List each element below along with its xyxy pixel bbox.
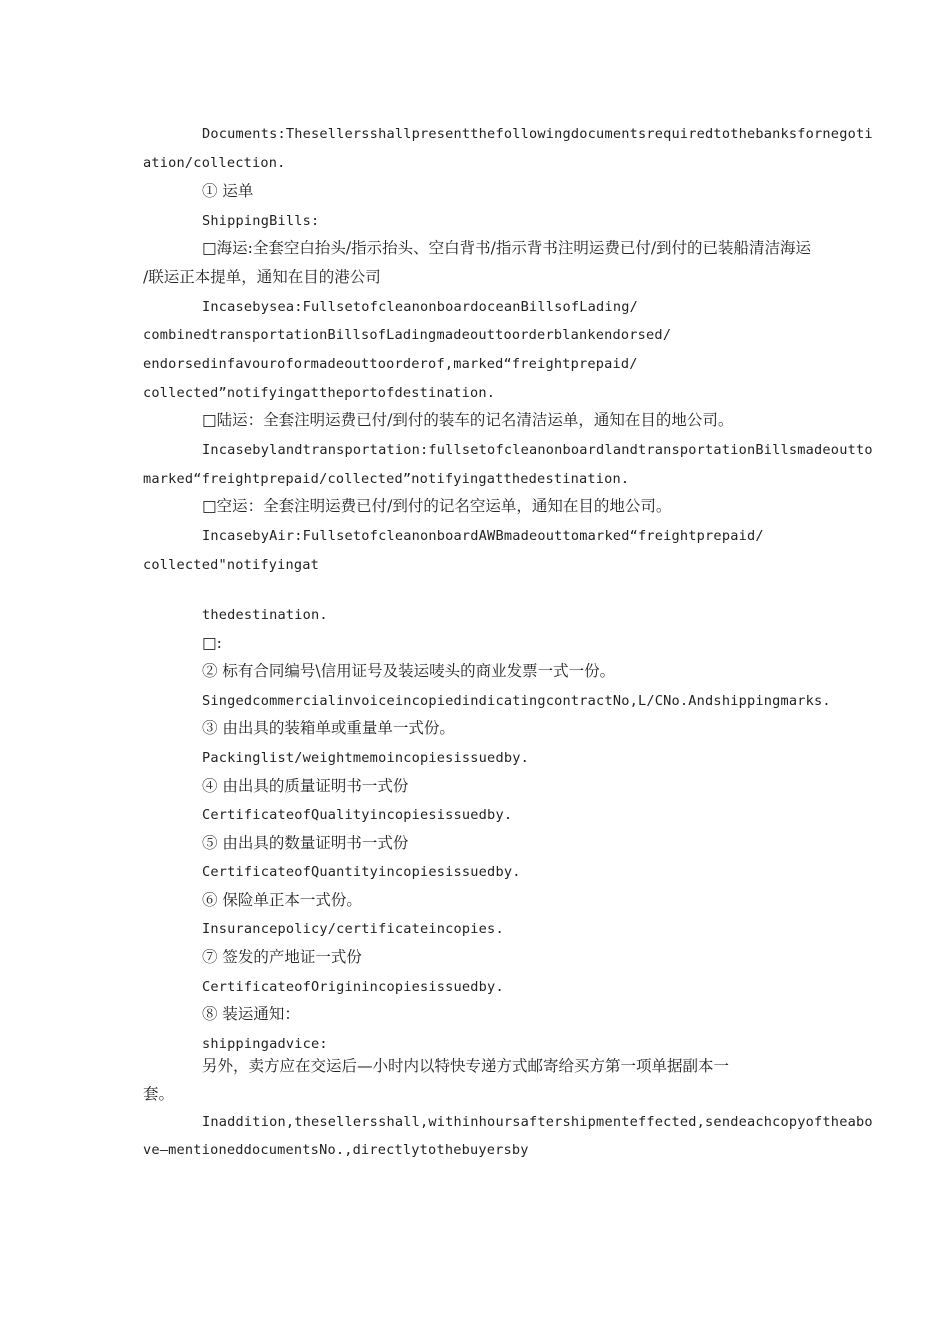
item-7-en: CertificateofOriginincopiesissuedby. bbox=[202, 979, 504, 995]
item-7-cn: ⑦ 签发的产地证一式份 bbox=[202, 948, 362, 966]
air-transport-cn: □空运：全套注明运费已付/到付的记名空运单，通知在目的地公司。 bbox=[202, 497, 672, 515]
item-4-en: CertificateofQualityincopiesissuedby. bbox=[202, 807, 513, 823]
item-3-cn: ③ 由出具的装箱单或重量单一式份。 bbox=[202, 719, 455, 737]
item-2-cn: ② 标有合同编号\信用证号及装运唛头的商业发票一式一份。 bbox=[202, 662, 616, 680]
land-transport-en-line-1: Incasebylandtransportation:fullsetofcleanonboardlandtransportationBillsmadeoutto bbox=[202, 442, 873, 458]
sea-transport-cn-line-1: □海运:全套空白抬头/指示抬头、空白背书/指示背书注明运费已付/到付的已装船清洁海运 bbox=[202, 239, 812, 257]
item-8-cn: ⑧ 装运通知： bbox=[202, 1005, 300, 1023]
sea-transport-en-line-1: Incasebysea:FullsetofcleanonboardoceanBillsofLading/ bbox=[202, 299, 638, 315]
documents-intro-line-2: ation/collection. bbox=[143, 155, 286, 171]
land-transport-en-line-2: marked“freightprepaid/collected”notifyingatthedestination. bbox=[143, 471, 630, 487]
air-transport-en-line-1: IncasebyAir:FullsetofcleanonboardAWBmadeouttomarked“freightprepaid/ bbox=[202, 528, 764, 544]
additional-copy-cn-line-2: 套。 bbox=[143, 1085, 175, 1103]
land-transport-cn: □陆运：全套注明运费已付/到付的装车的记名清洁运单，通知在目的地公司。 bbox=[202, 411, 734, 429]
air-transport-en-line-2: collected"notifyingat bbox=[143, 557, 320, 573]
documents-intro-line-1: Documents:Thesellersshallpresentthefollowingdocumentsrequiredtothebanksfornegoti bbox=[202, 126, 873, 142]
item-6-en: Insurancepolicy/certificateincopies. bbox=[202, 921, 504, 937]
item-6-cn: ⑥ 保险单正本一式份。 bbox=[202, 891, 362, 909]
additional-copy-en-line-2: ve—mentioneddocumentsNo.,directlytothebuyersby bbox=[143, 1142, 529, 1158]
additional-copy-en-line-1: Inaddition,thesellersshall,withinhoursaftershipmenteffected,sendeachcopyoftheabo bbox=[202, 1114, 873, 1130]
item-3-en: Packinglist/weightmemoincopiesissuedby. bbox=[202, 750, 529, 766]
additional-copy-cn-line-1: 另外，卖方应在交运后—小时内以特快专递方式邮寄给买方第一项单据副本一 bbox=[202, 1057, 730, 1075]
air-transport-en-line-3: thedestination. bbox=[202, 607, 328, 623]
other-transport-checkbox-line: □: bbox=[202, 634, 222, 652]
item-5-en: CertificateofQuantityincopiesissuedby. bbox=[202, 864, 521, 880]
sea-transport-en-line-4: collected”notifyingattheportofdestination. bbox=[143, 385, 496, 401]
item-5-cn: ⑤ 由出具的数量证明书一式份 bbox=[202, 834, 409, 852]
sea-transport-en-line-3: endorsedinfavouroformadeouttoorderof,marked“freightprepaid/ bbox=[143, 356, 638, 372]
item-1-heading: ① 运单 bbox=[202, 182, 254, 200]
sea-transport-cn-line-2: /联运正本提单，通知在目的港公司 bbox=[143, 268, 381, 286]
item-2-en: SingedcommercialinvoiceincopiedindicatingcontractNo,L/CNo.Andshippingmarks. bbox=[202, 693, 831, 709]
sea-transport-en-line-2: combinedtransportationBillsofLadingmadeouttoorderblankendorsed/ bbox=[143, 327, 672, 343]
item-4-cn: ④ 由出具的质量证明书一式份 bbox=[202, 777, 409, 795]
shipping-bills-label: ShippingBills: bbox=[202, 213, 320, 229]
item-8-en: shippingadvice: bbox=[202, 1036, 328, 1052]
